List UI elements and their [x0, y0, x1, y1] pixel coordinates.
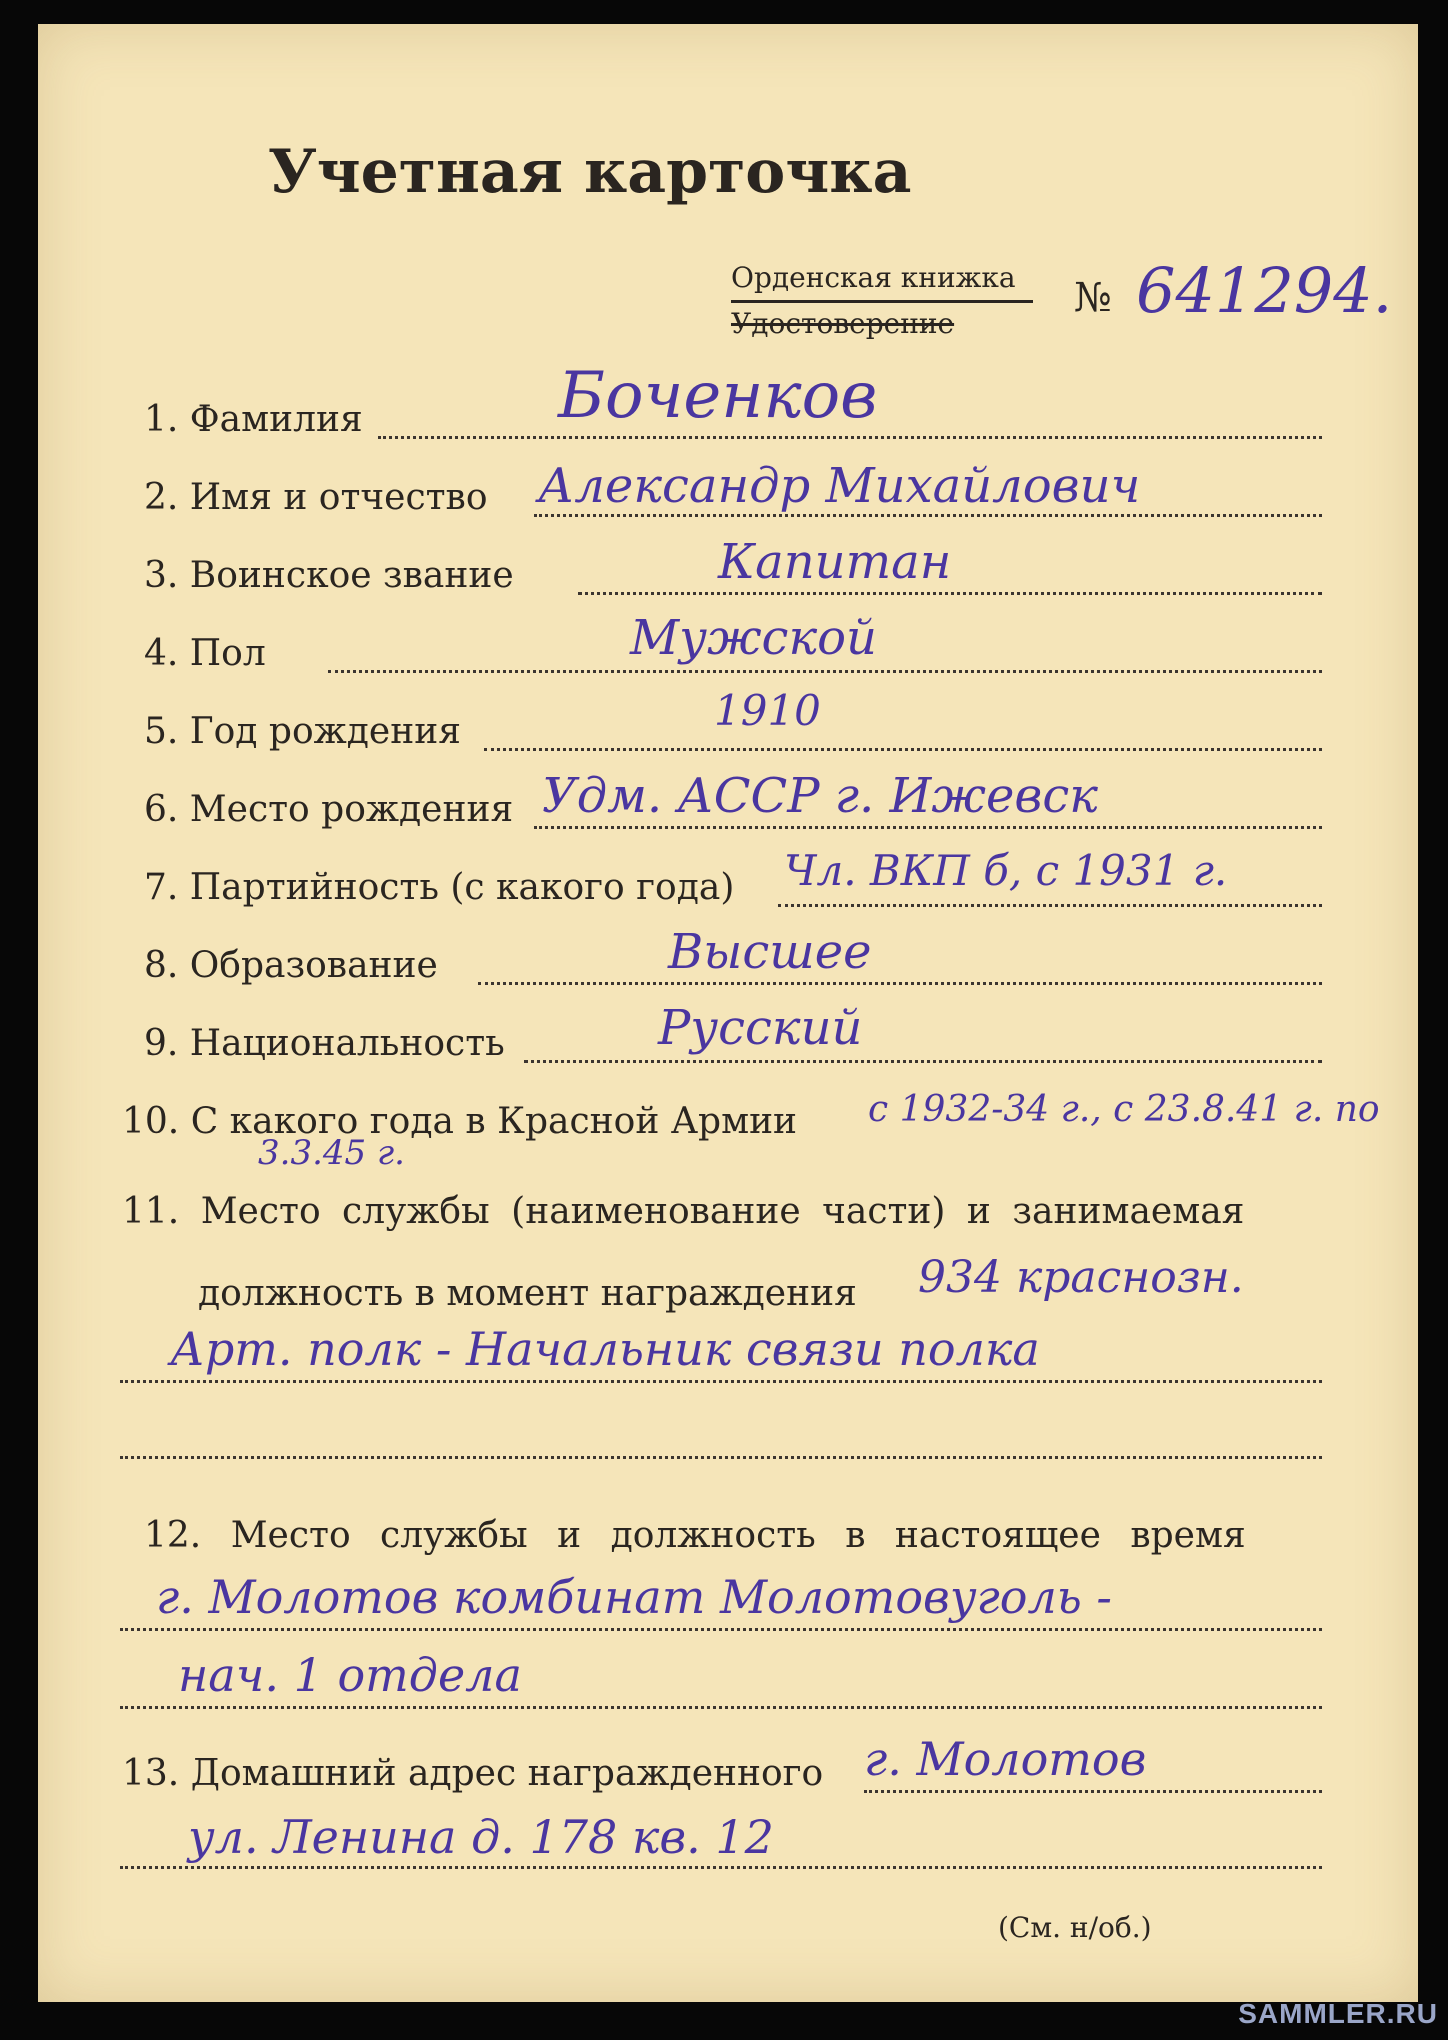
field-label-birthplace: 6. Место рождения	[144, 789, 514, 830]
field-label-current-service: 12. Место службы и должность в настоящее время	[144, 1515, 1246, 1556]
field-value-surname: Боченков	[558, 359, 878, 433]
field-line-surname	[378, 436, 1322, 439]
field-value-birthplace: Удм. АССР г. Ижевск	[542, 768, 1098, 824]
field-value-service-position: Арт. полк - Начальник связи полка	[170, 1322, 1040, 1376]
field-line-current-1	[120, 1628, 1322, 1631]
field-line-nationality	[524, 1060, 1322, 1063]
field-line-party	[778, 904, 1322, 907]
field-value-current-service: г. Молотов комбинат Молотовуголь -	[156, 1570, 1112, 1624]
card-title: Учетная карточка	[268, 137, 912, 207]
field-label-name: 2. Имя и отчество	[144, 477, 488, 518]
doc-type-divider	[731, 300, 1033, 303]
field-label-rank: 3. Воинское звание	[144, 555, 514, 596]
field-line-name	[534, 514, 1322, 517]
field-line-address-1	[864, 1790, 1322, 1793]
order-book-label: Орденская книжка	[731, 261, 1016, 294]
field-line-address-2	[120, 1866, 1322, 1869]
field-value-army-since-cont: 3.3.45 г.	[258, 1133, 405, 1173]
field-line-birthplace	[534, 826, 1322, 829]
field-value-current-service-cont: нач. 1 отдела	[178, 1648, 522, 1702]
field-value-nationality: Русский	[658, 1000, 863, 1056]
field-label-home-address: 13. Домашний адрес награжденного	[122, 1753, 824, 1794]
field-value-sex: Мужской	[630, 610, 877, 666]
field-label-education: 8. Образование	[144, 945, 438, 986]
field-label-birth-year: 5. Год рождения	[144, 711, 461, 752]
field-label-surname: 1. Фамилия	[144, 399, 363, 440]
field-value-rank: Капитан	[718, 534, 952, 590]
field-value-name: Александр Михайлович	[538, 458, 1141, 514]
certificate-label-struck: Удостоверение	[731, 307, 955, 340]
field-value-army-since: с 1932-34 г., с 23.8.41 г. по	[868, 1089, 1380, 1130]
field-value-home-city: г. Молотов	[864, 1732, 1147, 1786]
field-line-current-2	[120, 1706, 1322, 1709]
field-value-education: Высшее	[668, 924, 872, 980]
field-label-sex: 4. Пол	[144, 633, 266, 674]
registration-card	[38, 24, 1418, 2002]
field-label-service-position: должность в момент награждения	[198, 1273, 857, 1314]
field-label-army-since: 10. С какого года в Красной Армии	[122, 1101, 798, 1142]
number-sign: №	[1074, 275, 1112, 321]
field-value-birth-year: 1910	[714, 686, 821, 735]
field-line-rank	[578, 592, 1322, 595]
field-label-party: 7. Партийность (с какого года)	[144, 867, 735, 908]
field-value-party: Чл. ВКП б, с 1931 г.	[784, 846, 1228, 895]
field-line-service-1	[120, 1380, 1322, 1383]
field-line-service-2	[120, 1456, 1322, 1459]
watermark: SAMMLER.RU	[1238, 1998, 1438, 2029]
field-label-nationality: 9. Национальность	[144, 1023, 505, 1064]
card-number: 641294.	[1136, 254, 1393, 327]
field-line-sex	[328, 670, 1322, 673]
field-line-birth-year	[484, 748, 1322, 751]
field-line-education	[478, 982, 1322, 985]
field-value-home-address: ул. Ленина д. 178 кв. 12	[188, 1810, 774, 1864]
see-reverse-note: (См. н/об.)	[998, 1911, 1152, 1944]
field-value-service-unit: 934 краснозн.	[918, 1252, 1244, 1303]
field-label-service-place: 11. Место службы (наименование части) и занимаемая	[122, 1191, 1245, 1232]
